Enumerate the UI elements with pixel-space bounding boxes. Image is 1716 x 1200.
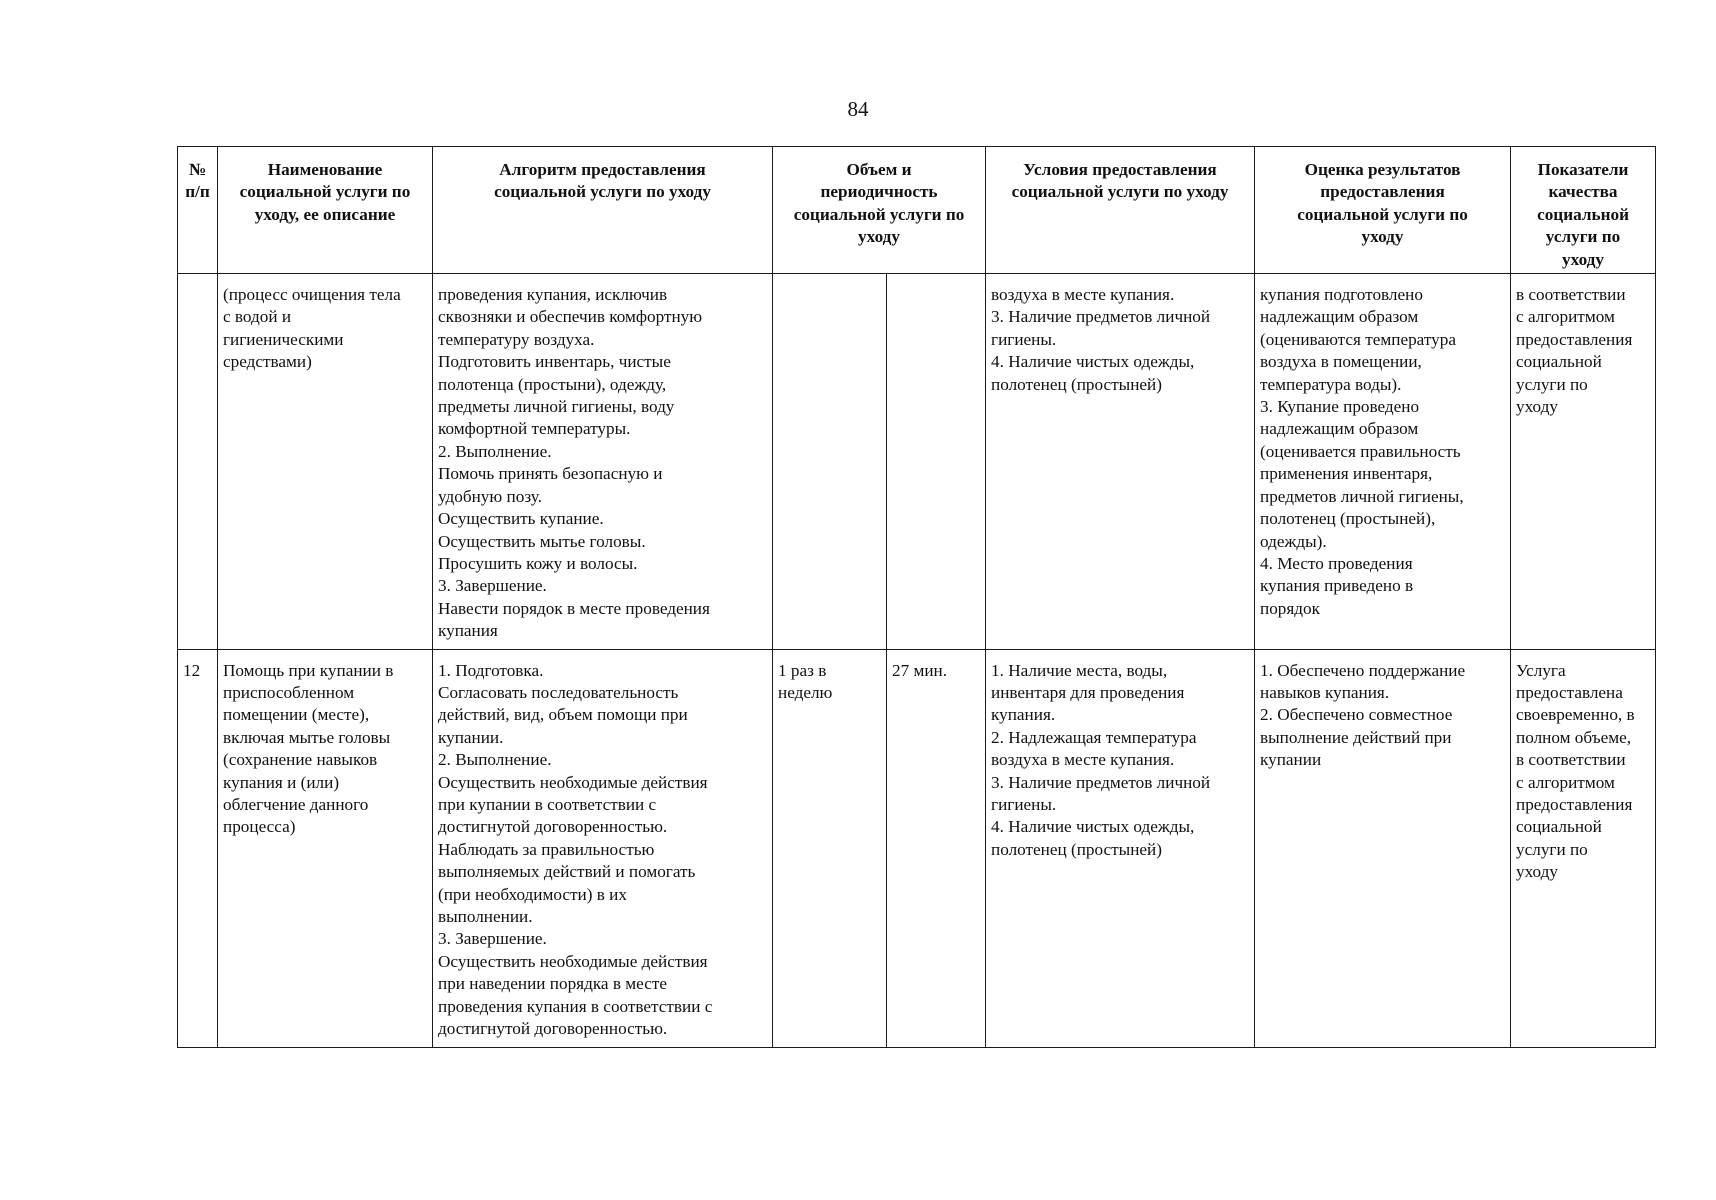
header-name (218, 147, 433, 274)
row-number (178, 274, 218, 650)
cell-text-line: предметы личной гигиены, воду (438, 397, 675, 417)
page-number: 84 (847, 97, 869, 121)
cell-text-line: уходу (1516, 862, 1558, 882)
row-number: 12 (178, 649, 218, 1047)
cell-text-line: при наведении порядка в месте (438, 974, 667, 994)
cell-text-line: предоставления (1516, 794, 1633, 814)
header-algorithm (433, 147, 773, 274)
cell-text-line: полотенец (простыней) (991, 839, 1162, 859)
cell-text-line: в соответствии (1516, 285, 1626, 305)
cell-text-line: выполнение действий при (1260, 727, 1452, 747)
cell-text-line: одежды). (1260, 531, 1327, 551)
cell-text-line: Осуществить необходимые действия (438, 772, 708, 792)
service-name-cell (218, 274, 433, 650)
cell-text-line: Помощь при купании в (223, 660, 394, 680)
cell-text-line: выполняемых действий и помогать (438, 862, 696, 882)
cell-text-line: социальной (1537, 204, 1629, 224)
cell-text-line: уходу (858, 227, 900, 247)
cell-text-line: полотенец (простыней), (1260, 509, 1436, 529)
cell-text-line: в соответствии (1516, 750, 1626, 770)
cell-text-line: инвентаря для проведения (991, 682, 1185, 702)
cell-text-line: выполнении. (438, 907, 533, 926)
cell-text-line: температура воды). (1260, 374, 1402, 394)
cell-text-line: 2. Обеспечено совместное (1260, 705, 1453, 725)
cell-text-line: приспособленном (223, 682, 355, 702)
cell-text-line: социальной услуги по (239, 182, 411, 202)
cell-text-line: Помочь принять безопасную и (438, 464, 663, 484)
cell-text-line: температуру воздуха. (438, 329, 595, 349)
cell-text-line: гигиеническими (223, 329, 344, 349)
cell-text-line: при купании в соответствии с (438, 794, 657, 814)
cell-text-line: процесса) (223, 817, 296, 837)
services-table (177, 146, 1656, 1048)
cell-text-line: (процесс очищения тела (223, 285, 401, 305)
cell-text-line: своевременно, в (1516, 705, 1635, 725)
cell-text-line: предоставления (1320, 182, 1445, 202)
indicators-cell (1511, 649, 1656, 1047)
cell-text-line: социальной (1516, 352, 1602, 372)
cell-text-line: предоставления (1516, 329, 1633, 349)
cell-text-line: услуги по (1545, 227, 1621, 247)
duration-cell (887, 649, 986, 1047)
cell-text-line: (оценивается правильность (1260, 441, 1461, 461)
evaluation-cell (1255, 649, 1511, 1047)
header-evaluation (1255, 147, 1511, 274)
cell-text-line: Условия предоставления (1023, 160, 1217, 179)
cell-text-line: купания приведено в (1260, 576, 1414, 596)
cell-text-line: 3. Завершение. (438, 929, 547, 949)
cell-text-line: навыков купания. (1260, 682, 1390, 702)
cell-text-line: (при необходимости) в их (438, 884, 627, 904)
cell-text-line: 4. Наличие чистых одежды, (991, 352, 1195, 372)
cell-text-line: Объем и (846, 160, 912, 179)
cell-text-line: уходу (1562, 249, 1604, 269)
table-row (178, 274, 1656, 650)
indicators-cell (1511, 274, 1656, 650)
cell-text-line: воздуха в месте купания. (991, 750, 1175, 770)
table-header-row (178, 147, 1656, 274)
cell-text-line: гигиены. (991, 329, 1057, 349)
cell-text-line: надлежащим образом (1260, 307, 1419, 327)
cell-text-line: уходу (1516, 397, 1558, 417)
cell-text-line: купании. (438, 727, 504, 747)
cell-text-line: 1. Подготовка. (438, 660, 544, 680)
frequency-cell (773, 649, 887, 1047)
cell-text-line: № (188, 160, 207, 179)
cell-text-line: 3. Купание проведено (1260, 397, 1420, 417)
cell-text-line: сквозняки и обеспечив комфортную (438, 307, 703, 327)
header-indicators (1511, 147, 1656, 274)
cell-text-line: предоставлена (1516, 682, 1623, 702)
cell-text-line: 4. Место проведения (1260, 553, 1413, 573)
cell-text-line: 4. Наличие чистых одежды, (991, 817, 1195, 837)
cell-text-line: 1. Наличие места, воды, (991, 660, 1168, 680)
cell-text-line: 1. Обеспечено поддержание (1260, 660, 1466, 680)
cell-text-line: с алгоритмом (1516, 307, 1615, 327)
cell-text-line: купания подготовлено (1260, 285, 1423, 305)
cell-text-line: облегчение данного (223, 794, 369, 814)
cell-text-line: Оценка результатов (1304, 160, 1461, 179)
cell-text-line: купания и (или) (223, 772, 340, 792)
frequency-cell (773, 274, 887, 650)
cell-text-line: социальной услуги по уходу (1011, 182, 1229, 202)
cell-text-line: п/п (185, 182, 210, 202)
cell-text-line: социальной услуги по (1297, 204, 1468, 224)
cell-text-line: Наблюдать за правильностью (438, 839, 655, 859)
cell-text-line: проведения купания, исключив (438, 285, 668, 305)
cell-text-line: социальной (1516, 817, 1602, 837)
cell-text-line: социальной услуги по уходу (494, 182, 711, 202)
conditions-cell (986, 274, 1255, 650)
cell-text-line: уходу (1361, 227, 1404, 247)
cell-text-line: уходу, ее описание (254, 204, 396, 224)
cell-text-line: полотенца (простыни), одежду, (438, 374, 667, 394)
duration-cell (887, 274, 986, 650)
cell-text-line: достигнутой договоренностью. (438, 817, 668, 837)
header-num (178, 147, 218, 274)
cell-text-line: услуги по (1516, 374, 1588, 394)
cell-text-line: (сохранение навыков (223, 750, 378, 770)
cell-text-line: с алгоритмом (1516, 772, 1615, 792)
cell-text-line: купания (438, 621, 498, 641)
cell-text-line: 27 мин. (892, 660, 948, 680)
cell-text-line: 3. Наличие предметов личной (991, 772, 1211, 792)
algorithm-cell (433, 649, 773, 1047)
cell-text-line: Осуществить купание. (438, 509, 604, 529)
cell-text-line: Алгоритм предоставления (499, 160, 706, 179)
cell-text-line: 1 раз в (778, 660, 827, 680)
cell-text-line: (оцениваются температура (1260, 329, 1456, 349)
cell-text-line: предметов личной гигиены, (1260, 486, 1464, 506)
header-conditions (986, 147, 1255, 274)
cell-text-line: 2. Выполнение. (438, 750, 552, 770)
cell-text-line: проведения купания в соответствии с (438, 996, 713, 1016)
cell-text-line: полотенец (простыней) (991, 374, 1162, 394)
cell-text-line: социальной услуги по (793, 204, 965, 224)
cell-text-line: применения инвентаря, (1260, 464, 1433, 484)
cell-text-line: с водой и (223, 307, 292, 327)
service-name-cell (218, 649, 433, 1047)
cell-text-line: средствами) (223, 352, 312, 372)
cell-text-line: действий, вид, объем помощи при (438, 705, 688, 725)
algorithm-cell (433, 274, 773, 650)
cell-text-line: Навести порядок в месте проведения (438, 598, 710, 618)
cell-text-line: порядок (1260, 598, 1320, 618)
cell-text-line: воздуха в месте купания. (991, 285, 1175, 305)
cell-text-line: Осуществить мытье головы. (438, 531, 646, 551)
evaluation-cell (1255, 274, 1511, 650)
cell-text-line: Услуга (1516, 660, 1566, 680)
cell-text-line: комфортной температуры. (438, 419, 631, 439)
conditions-cell (986, 649, 1255, 1047)
table-row (178, 649, 1656, 1047)
cell-text-line: гигиены. (991, 794, 1057, 814)
cell-text-line: купании (1260, 750, 1322, 770)
cell-text-line: воздуха в помещении, (1260, 352, 1422, 372)
cell-text-line: купания. (991, 705, 1056, 725)
cell-text-line: Согласовать последовательность (438, 682, 679, 702)
cell-text-line: неделю (778, 682, 833, 702)
cell-text-line: 3. Завершение. (438, 576, 547, 596)
cell-text-line: качества (1548, 182, 1618, 202)
cell-text-line: услуги по (1516, 839, 1588, 859)
cell-text-line: удобную позу. (438, 486, 542, 506)
cell-text-line: полном объеме, (1516, 727, 1632, 747)
cell-text-line: Просушить кожу и волосы. (438, 553, 638, 573)
cell-text-line: Подготовить инвентарь, чистые (438, 352, 671, 372)
cell-text-line: надлежащим образом (1260, 419, 1419, 439)
cell-text-line: 2. Выполнение. (438, 441, 552, 461)
cell-text-line: 2. Надлежащая температура (991, 727, 1197, 747)
cell-text-line: Осуществить необходимые действия (438, 951, 708, 971)
cell-text-line: достигнутой договоренностью. (438, 1019, 668, 1039)
cell-text-line: Показатели (1537, 160, 1629, 179)
cell-text-line: Наименование (267, 160, 383, 179)
cell-text-line: периодичность (820, 182, 938, 202)
cell-text-line: помещении (месте), (223, 705, 370, 725)
cell-text-line: 3. Наличие предметов личной (991, 307, 1211, 327)
header-volume (773, 147, 986, 274)
cell-text-line: включая мытье головы (223, 727, 391, 747)
